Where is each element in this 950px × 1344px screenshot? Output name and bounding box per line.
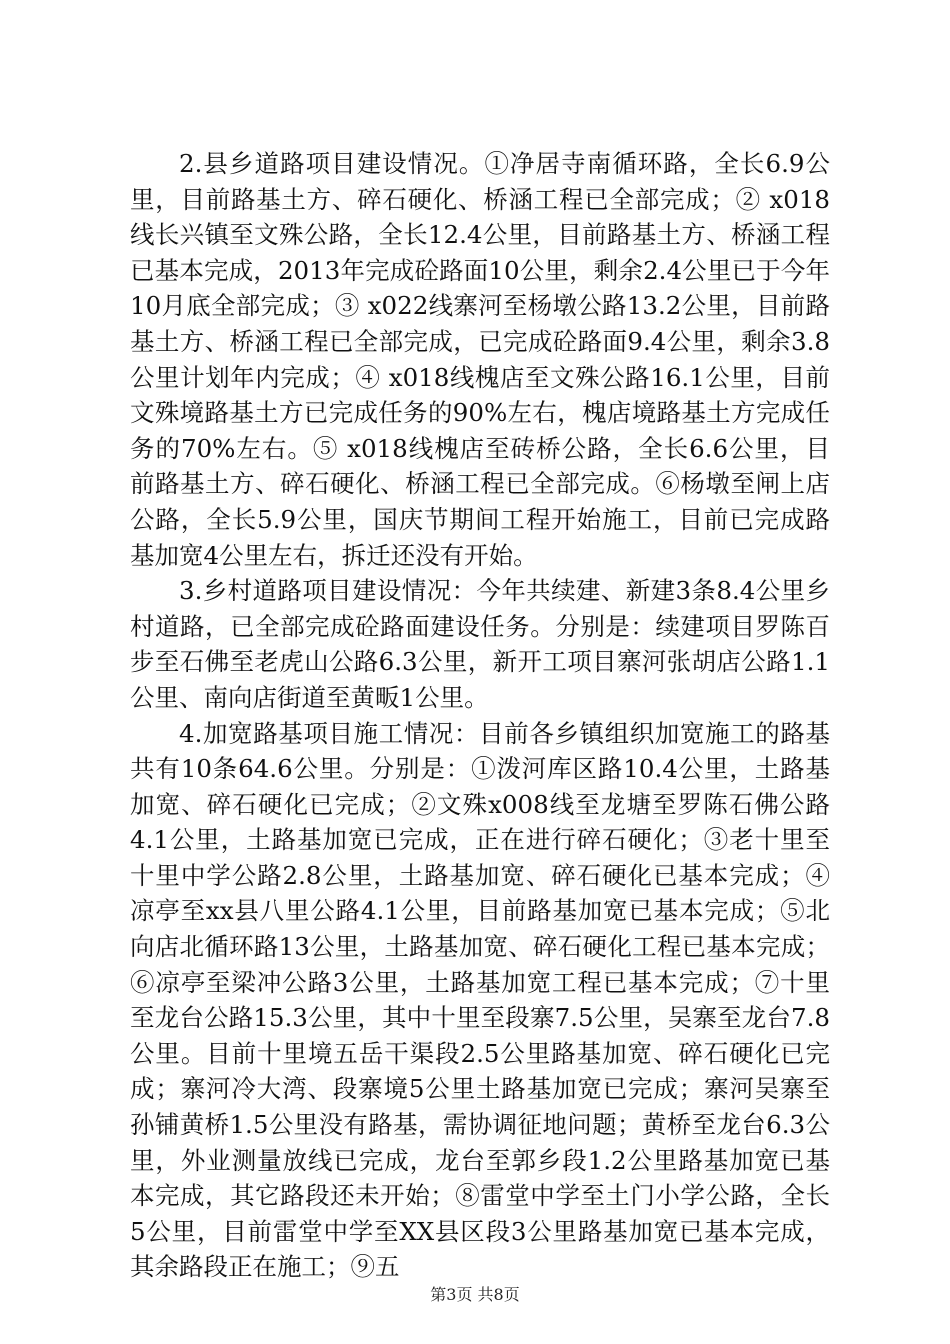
document-body [130, 146, 830, 1285]
paragraph-county-roads: 2.县乡道路项目建设情况。①净居寺南循环路，全长6.9公里，目前路基土方、碎石硬化、桥涵工程已全部完成；② x018线长兴镇至文殊公路，全长12.4公里，目前路基土方、桥涵工程已基本完成，2013年完成砼路面10公里，剩余2.4公里已于今年10月底全部完成；③ x022线寨河至杨墩公路13.2公里，目前路基土方、桥涵工程已全部完成，已完成砼路面9.4公里，剩余3.8公里计划年内完成；④ x018线槐店至文殊公路16.1公里，目前文殊境路基土方已完成任务的90%左右，槐店境路基土方完成任务的70%左右。⑤ x018线槐店至砖桥公路，全长6.6公里，目前路基土方、碎石硬化、桥涵工程已全部完成。⑥杨墩至闸上店公路，全长5.9公里，国庆节期间工程开始施工，目前已完成路基加宽4公里左右，拆迁还没有开始。 [130, 149, 830, 570]
page-footer: 第3页 共8页 [430, 1285, 520, 1304]
paragraph-village-roads: 3.乡村道路项目建设情况：今年共续建、新建3条8.4公里乡村道路，已全部完成砼路面建设任务。分别是：续建项目罗陈百步至石佛至老虎山公路6.3公里，新开工项目寨河张胡店公路1.1公里、南向店街道至黄畈1公里。 [130, 576, 830, 712]
paragraph-roadbed-widening: 4.加宽路基项目施工情况：目前各乡镇组织加宽施工的路基共有10条64.6公里。分别是：①泼河库区路10.4公里，土路基加宽、碎石硬化已完成；②文殊x008线至龙塘至罗陈石佛公路4.1公里，土路基加宽已完成，正在进行碎石硬化；③老十里至十里中学公路2.8公里，土路基加宽、碎石硬化已基本完成；④凉亭至xx县八里公路4.1公里，目前路基加宽已基本完成；⑤北向店北循环路13公里，土路基加宽、碎石硬化工程已基本完成；⑥凉亭至梁冲公路3公里，土路基加宽工程已基本完成；⑦十里至龙台公路15.3公里，其中十里至段寨7.5公里，吴寨至龙台7.8公里。目前十里境五岳干渠段2.5公里路基加宽、碎石硬化已完成；寨河冷大湾、段寨境5公里土路基加宽已完成；寨河吴寨至孙铺黄桥1.5公里没有路基，需协调征地问题；黄桥至龙台6.3公里，外业测量放线已完成，龙台至郭乡段1.2公里路基加宽已基本完成，其它路段还未开始；⑧雷堂中学至土门小学公路，全长5公里，目前雷堂中学至XX县区段3公里路基加宽已基本完成，其余路段正在施工；⑨五 [130, 718, 830, 1282]
